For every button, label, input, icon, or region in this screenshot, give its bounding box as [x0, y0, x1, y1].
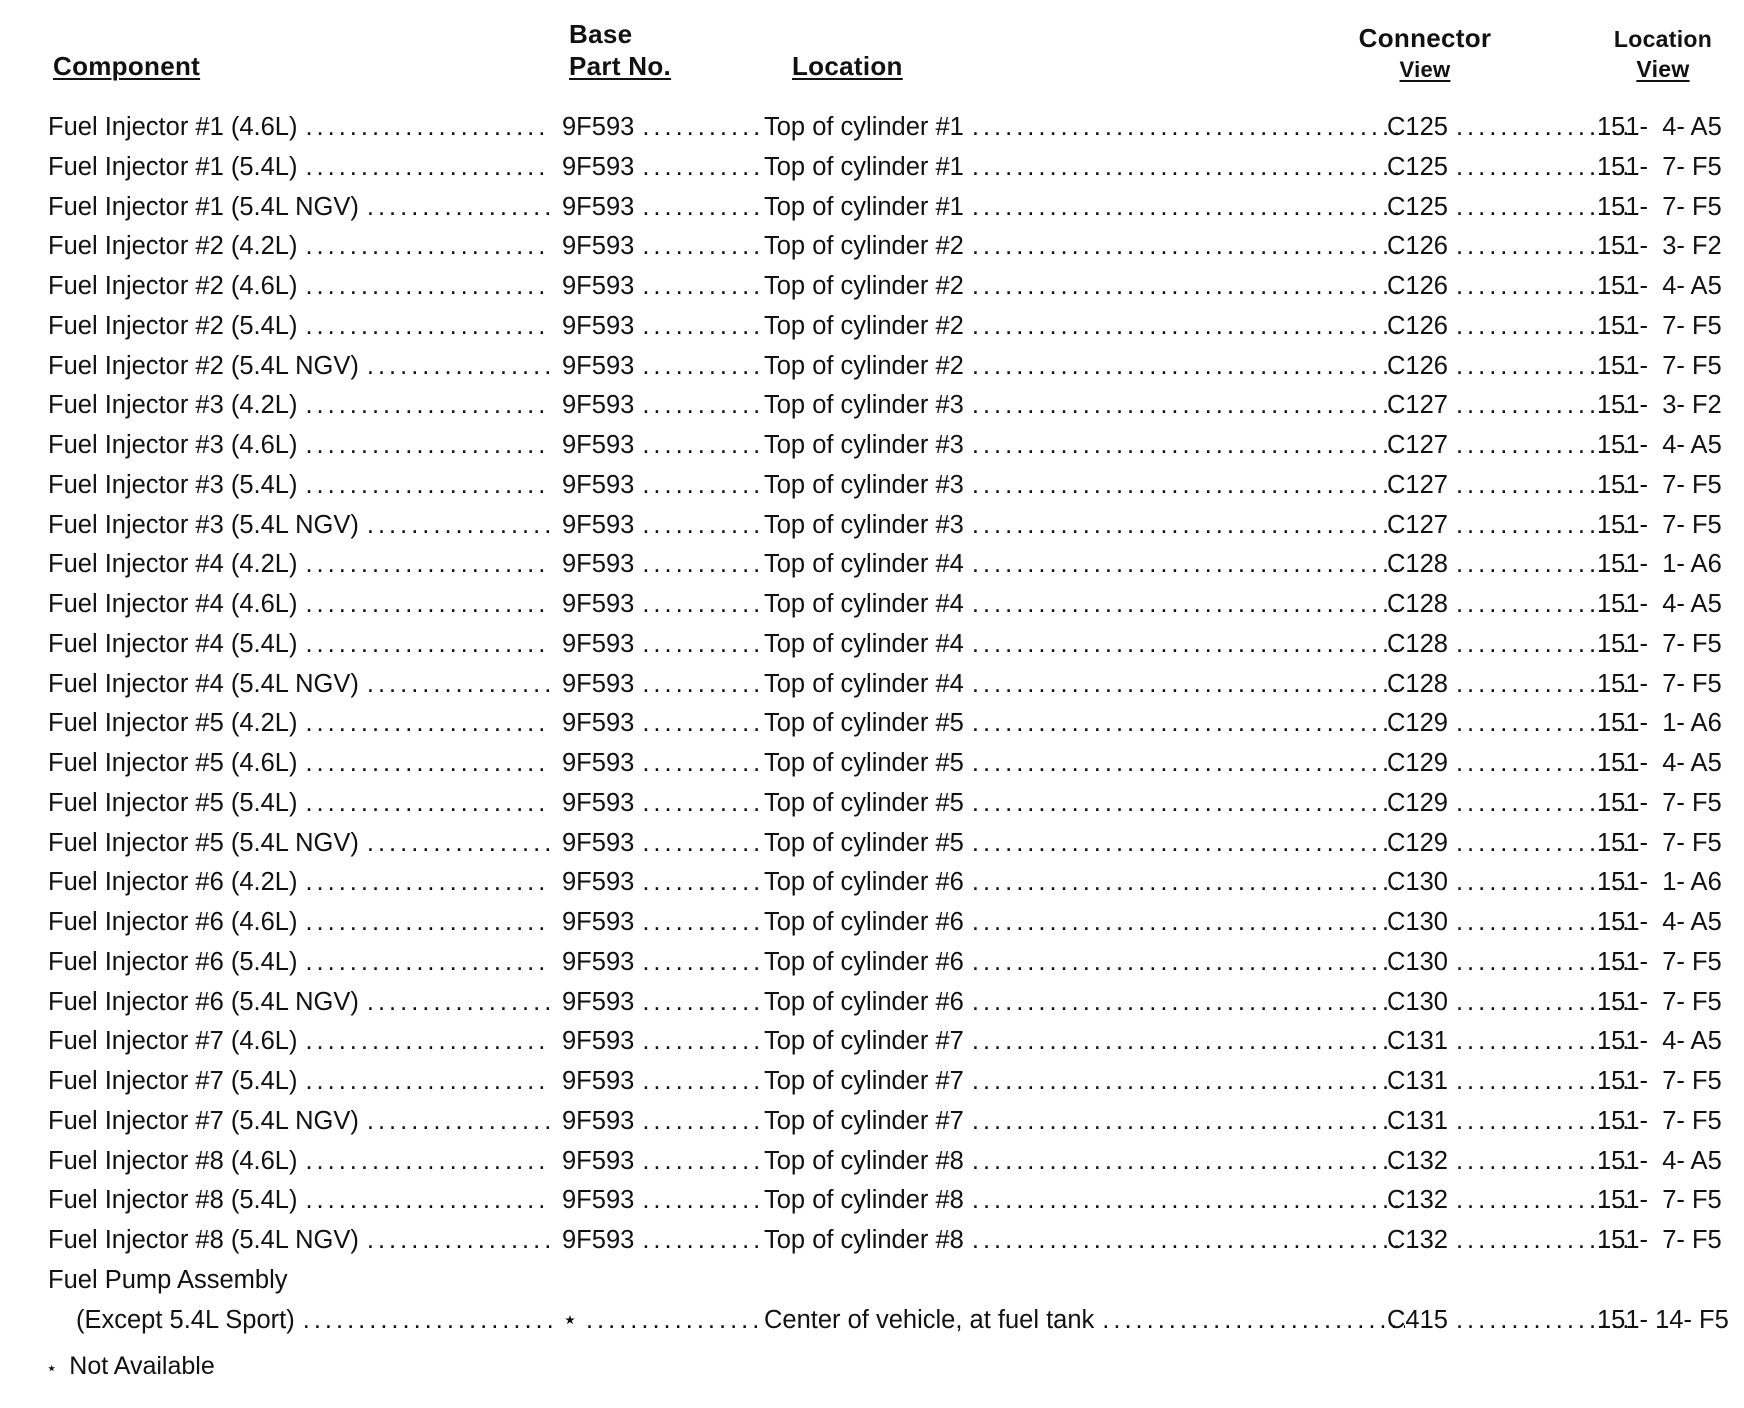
- location-view: 151- 1- A6: [1597, 868, 1722, 897]
- connector-id: C131: [1387, 1067, 1448, 1095]
- part-number: 9F593: [562, 947, 635, 976]
- part-number: 9F593: [562, 868, 635, 897]
- connector-id: C130: [1387, 868, 1448, 897]
- table-row: [48, 466, 1744, 506]
- part-number: 9F593: [562, 550, 635, 579]
- header-component: [53, 50, 200, 82]
- location-text: Top of cylinder #6: [764, 908, 964, 936]
- location-view: 151- 7- F5: [1597, 470, 1722, 499]
- part-number: 9F593: [562, 470, 635, 499]
- table-row: [48, 704, 1744, 744]
- part-number: 9F593: [562, 113, 635, 141]
- table-row: [48, 1022, 1744, 1062]
- table-row: [48, 585, 1744, 625]
- table-row: [48, 267, 1744, 307]
- part-number: 9F593: [562, 431, 635, 459]
- part-number: 9F593: [562, 351, 635, 380]
- table-row: [48, 784, 1744, 824]
- location-view: 151- 4- A5: [1597, 431, 1722, 459]
- connector-id: C415: [1387, 1305, 1448, 1334]
- location-view: 151- 7- F5: [1597, 1106, 1722, 1135]
- table-row: [48, 625, 1744, 665]
- component-name: Fuel Pump Assembly: [48, 1265, 288, 1294]
- footnote-text: Not Available: [69, 1352, 215, 1380]
- location-text: Top of cylinder #7: [764, 1027, 964, 1056]
- connector-id: C127: [1387, 510, 1448, 539]
- table-row: [48, 188, 1744, 228]
- table-row: [48, 943, 1744, 983]
- location-text: Top of cylinder #5: [764, 828, 964, 857]
- connector-id: C127: [1387, 431, 1448, 459]
- location-text: Top of cylinder #1: [764, 152, 964, 181]
- location-view: 151- 7- F5: [1597, 1067, 1722, 1095]
- location-text: Top of cylinder #6: [764, 987, 964, 1016]
- connector-id: C128: [1387, 629, 1448, 658]
- component-name: Fuel Injector #6 (5.4L NGV): [48, 987, 359, 1016]
- table-row: [48, 108, 1744, 148]
- table-row-pump-title: [48, 1261, 1744, 1301]
- component-name: Fuel Injector #1 (5.4L NGV): [48, 192, 359, 221]
- component-name: Fuel Injector #2 (4.6L): [48, 272, 298, 300]
- location-text: Top of cylinder #8: [764, 1226, 964, 1254]
- location-text: Top of cylinder #8: [764, 1146, 964, 1175]
- connector-id: C128: [1387, 669, 1448, 698]
- part-number: 9F593: [562, 1067, 635, 1095]
- component-name: Fuel Injector #1 (4.6L): [48, 113, 298, 141]
- location-view: 151- 7- F5: [1597, 1226, 1722, 1254]
- location-text: Top of cylinder #7: [764, 1067, 964, 1095]
- connector-id: C131: [1387, 1027, 1448, 1056]
- connector-id: C131: [1387, 1106, 1448, 1135]
- location-text: Top of cylinder #4: [764, 550, 964, 579]
- location-text: Top of cylinder #2: [764, 232, 964, 261]
- header-connector-label: Connector: [1358, 23, 1492, 53]
- component-name: Fuel Injector #4 (5.4L): [48, 629, 298, 658]
- table-row: [48, 824, 1744, 864]
- part-number: 9F593: [562, 391, 635, 420]
- table-row: [48, 983, 1744, 1023]
- part-number: 9F593: [562, 1226, 635, 1254]
- star-icon: ⋆: [46, 1358, 58, 1378]
- connector-id: C127: [1387, 391, 1448, 420]
- part-number: 9F593: [562, 1146, 635, 1175]
- location-view: 151- 7- F5: [1597, 311, 1722, 340]
- location-view: 151- 7- F5: [1597, 987, 1722, 1016]
- location-view: 151- 7- F5: [1597, 1186, 1722, 1215]
- part-number: 9F593: [562, 709, 635, 738]
- part-number: 9F593: [562, 629, 635, 658]
- component-name: Fuel Injector #1 (5.4L): [48, 152, 298, 181]
- table-row: [48, 307, 1744, 347]
- connector-id: C126: [1387, 272, 1448, 300]
- location-view: 151- 7- F5: [1597, 192, 1722, 221]
- location-view: 151- 4- A5: [1597, 1146, 1722, 1175]
- location-view: 151- 7- F5: [1597, 351, 1722, 380]
- connector-id: C130: [1387, 908, 1448, 936]
- part-number: 9F593: [562, 1027, 635, 1056]
- table-row: [48, 347, 1744, 387]
- table-row: [48, 665, 1744, 705]
- location-view: 151- 3- F2: [1597, 391, 1722, 420]
- table-row: [48, 744, 1744, 784]
- location-view: 151- 14- F5: [1597, 1305, 1729, 1334]
- location-text: Top of cylinder #1: [764, 192, 964, 221]
- header-part-no-label: Part No.: [569, 51, 672, 81]
- table-row: [48, 426, 1744, 466]
- location-text: Top of cylinder #2: [764, 272, 964, 300]
- location-text: Top of cylinder #2: [764, 311, 964, 340]
- component-name: Fuel Injector #8 (5.4L): [48, 1186, 298, 1215]
- location-view: 151- 7- F5: [1597, 788, 1722, 817]
- table-row: [48, 227, 1744, 267]
- location-view: 151- 4- A5: [1597, 113, 1722, 141]
- location-text: Top of cylinder #3: [764, 470, 964, 499]
- location-view: 151- 4- A5: [1597, 1027, 1722, 1056]
- table-row: [48, 148, 1744, 188]
- table-row: [48, 1062, 1744, 1102]
- location-text: Top of cylinder #4: [764, 590, 964, 618]
- table-row: [48, 1221, 1744, 1261]
- location-text: Top of cylinder #8: [764, 1186, 964, 1215]
- part-number: 9F593: [562, 749, 635, 777]
- header-location-view-label: View: [1636, 56, 1690, 82]
- location-text: Center of vehicle, at fuel tank: [764, 1305, 1095, 1334]
- location-view: 151- 7- F5: [1597, 629, 1722, 658]
- part-number: 9F593: [562, 232, 635, 261]
- location-text: Top of cylinder #6: [764, 947, 964, 976]
- location-text: Top of cylinder #3: [764, 431, 964, 459]
- table-row: [48, 1102, 1744, 1142]
- component-name: Fuel Injector #4 (4.2L): [48, 550, 298, 579]
- location-view: 151- 7- F5: [1597, 828, 1722, 857]
- connector-id: C129: [1387, 828, 1448, 857]
- connector-id: C126: [1387, 351, 1448, 380]
- connector-id: C128: [1387, 590, 1448, 618]
- component-table: [48, 108, 1744, 1340]
- connector-id: C132: [1387, 1186, 1448, 1215]
- part-number: ⋆: [562, 1305, 578, 1334]
- part-number: 9F593: [562, 590, 635, 618]
- location-view: 151- 7- F5: [1597, 510, 1722, 539]
- part-number: 9F593: [562, 510, 635, 539]
- component-name: Fuel Injector #3 (4.2L): [48, 391, 298, 420]
- table-row: [48, 1181, 1744, 1221]
- component-name: Fuel Injector #6 (5.4L): [48, 947, 298, 976]
- component-name: Fuel Injector #3 (4.6L): [48, 431, 298, 459]
- part-number: 9F593: [562, 1106, 635, 1135]
- connector-id: C125: [1387, 113, 1448, 141]
- connector-id: C125: [1387, 192, 1448, 221]
- header-location-view-top-label: Location: [1613, 26, 1713, 52]
- part-number: 9F593: [562, 669, 635, 698]
- header-connector-view-label: View: [1399, 57, 1451, 82]
- component-name: Fuel Injector #7 (5.4L): [48, 1067, 298, 1095]
- component-name: Fuel Injector #7 (5.4L NGV): [48, 1106, 359, 1135]
- component-name: Fuel Injector #2 (5.4L): [48, 311, 298, 340]
- location-view: 151- 4- A5: [1597, 749, 1722, 777]
- component-name: Fuel Injector #3 (5.4L NGV): [48, 510, 359, 539]
- component-name: Fuel Injector #6 (4.2L): [48, 868, 298, 897]
- component-name: Fuel Injector #8 (4.6L): [48, 1146, 298, 1175]
- part-number: 9F593: [562, 311, 635, 340]
- connector-id: C132: [1387, 1146, 1448, 1175]
- footnote: [46, 1350, 215, 1384]
- location-text: Top of cylinder #5: [764, 788, 964, 817]
- location-view: 151- 1- A6: [1597, 550, 1722, 579]
- table-row: [48, 903, 1744, 943]
- connector-id: C126: [1387, 311, 1448, 340]
- connector-id: C125: [1387, 152, 1448, 181]
- part-number: 9F593: [562, 272, 635, 300]
- location-text: Top of cylinder #3: [764, 510, 964, 539]
- connector-id: C126: [1387, 232, 1448, 261]
- component-name: Fuel Injector #8 (5.4L NGV): [48, 1226, 359, 1254]
- component-name: Fuel Injector #2 (5.4L NGV): [48, 351, 359, 380]
- component-name: Fuel Injector #4 (4.6L): [48, 590, 298, 618]
- connector-id: C130: [1387, 947, 1448, 976]
- connector-id: C128: [1387, 550, 1448, 579]
- part-number: 9F593: [562, 1186, 635, 1215]
- location-view: 151- 4- A5: [1597, 590, 1722, 618]
- connector-id: C129: [1387, 788, 1448, 817]
- table-row: [48, 386, 1744, 426]
- location-text: Top of cylinder #5: [764, 749, 964, 777]
- location-text: Top of cylinder #3: [764, 391, 964, 420]
- header-location-label: Location: [792, 51, 903, 81]
- connector-id: C132: [1387, 1226, 1448, 1254]
- part-number: 9F593: [562, 908, 635, 936]
- part-number: 9F593: [562, 828, 635, 857]
- location-view: 151- 4- A5: [1597, 272, 1722, 300]
- connector-id: C127: [1387, 470, 1448, 499]
- location-text: Top of cylinder #1: [764, 113, 964, 141]
- connector-id: C130: [1387, 987, 1448, 1016]
- location-view: 151- 7- F5: [1597, 152, 1722, 181]
- location-view: 151- 1- A6: [1597, 709, 1722, 738]
- component-name: Fuel Injector #5 (4.2L): [48, 709, 298, 738]
- table-row: [48, 1142, 1744, 1182]
- component-name: Fuel Injector #7 (4.6L): [48, 1027, 298, 1056]
- component-subname: (Except 5.4L Sport): [76, 1305, 295, 1334]
- part-number: 9F593: [562, 152, 635, 181]
- location-text: Top of cylinder #2: [764, 351, 964, 380]
- location-text: Top of cylinder #5: [764, 709, 964, 738]
- table-row: [48, 863, 1744, 903]
- part-number: 9F593: [562, 788, 635, 817]
- header-base-label: Base: [569, 19, 633, 49]
- component-name: Fuel Injector #5 (5.4L): [48, 788, 298, 817]
- component-name: Fuel Injector #6 (4.6L): [48, 908, 298, 936]
- component-name: Fuel Injector #2 (4.2L): [48, 232, 298, 261]
- part-number: 9F593: [562, 192, 635, 221]
- table-row: [48, 545, 1744, 585]
- location-text: Top of cylinder #4: [764, 669, 964, 698]
- component-name: Fuel Injector #5 (5.4L NGV): [48, 828, 359, 857]
- location-view: 151- 3- F2: [1597, 232, 1722, 261]
- header-part-number: [569, 18, 671, 82]
- header-connector-view: [1345, 22, 1505, 86]
- location-view: 151- 7- F5: [1597, 947, 1722, 976]
- connector-id: C129: [1387, 749, 1448, 777]
- component-name: Fuel Injector #5 (4.6L): [48, 749, 298, 777]
- connector-id: C129: [1387, 709, 1448, 738]
- header-location: [792, 50, 903, 82]
- location-text: Top of cylinder #4: [764, 629, 964, 658]
- part-number: 9F593: [562, 987, 635, 1016]
- location-text: Top of cylinder #6: [764, 868, 964, 897]
- component-name: Fuel Injector #3 (5.4L): [48, 470, 298, 499]
- header-component-label: Component: [53, 51, 201, 81]
- table-row: [48, 506, 1744, 546]
- location-view: 151- 4- A5: [1597, 908, 1722, 936]
- component-name: Fuel Injector #4 (5.4L NGV): [48, 669, 359, 698]
- location-text: Top of cylinder #7: [764, 1106, 964, 1135]
- header-location-view: [1598, 24, 1728, 84]
- location-view: 151- 7- F5: [1597, 669, 1722, 698]
- table-row-pump: [48, 1301, 1744, 1341]
